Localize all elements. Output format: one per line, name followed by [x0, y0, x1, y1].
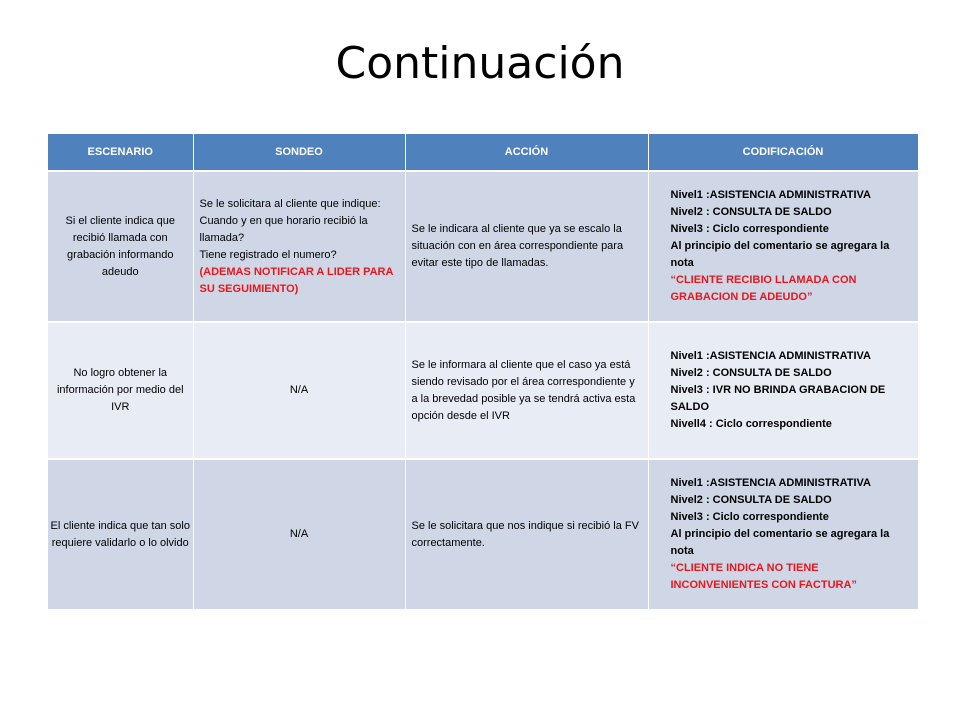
codificacion-line: Nivell4 : Ciclo correspondiente	[670, 418, 832, 430]
sondeo-line: Se le solicitara al cliente que indique:	[199, 197, 381, 210]
codificacion-line: Nivel1 :ASISTENCIA ADMINISTRATIVA	[670, 189, 871, 201]
codificacion-line: Al principio del comentario se agregara la nota	[670, 240, 890, 269]
codificacion-line: Nivel2 : CONSULTA DE SALDO	[670, 206, 832, 218]
header-sondeo: SONDEO	[193, 134, 405, 171]
codificacion-line: Nivel2 : CONSULTA DE SALDO	[670, 367, 832, 379]
codificacion-line: Nivel3 : Ciclo correspondiente	[670, 223, 829, 235]
codificacion-line: Nivel2 : CONSULTA DE SALDO	[670, 494, 832, 506]
codificacion-cell	[648, 322, 918, 459]
codificacion-cell	[648, 171, 918, 322]
codificacion-line: Nivel3 : Ciclo correspondiente	[670, 511, 829, 523]
codificacion-line: Nivel1 :ASISTENCIA ADMINISTRATIVA	[670, 477, 871, 489]
sondeo-line: Cuando y en que horario recibió la llamada?	[199, 214, 368, 244]
header-accion: ACCIÓN	[405, 134, 648, 171]
accion-cell: Se le indicara al cliente que ya se escalo la situación con en área correspondiente para evitar este tipo de llamadas.	[405, 171, 648, 322]
codificacion-note: “CLIENTE RECIBIO LLAMADA CON GRABACION DE ADEUDO”	[670, 274, 857, 303]
codificacion-line: Nivel3 : IVR NO BRINDA GRABACION DE SALDO	[670, 384, 886, 413]
escenario-cell: No logro obtener la información por medio del IVR	[48, 322, 193, 459]
escenario-cell: El cliente indica que tan solo requiere validarlo o lo olvido	[48, 459, 193, 609]
scenario-table	[48, 134, 919, 609]
header-codificacion: CODIFICACIÓN	[648, 134, 918, 171]
accion-cell: Se le informara al cliente que el caso ya está siendo revisado por el área correspondiente y a la brevedad posible ya se tendrá activa esta opción desde el IVR	[405, 322, 648, 459]
sondeo-cell: N/A	[193, 322, 405, 459]
sondeo-cell	[193, 171, 405, 322]
codificacion-line: Al principio del comentario se agregara la nota	[670, 528, 890, 557]
table-row	[48, 322, 918, 459]
sondeo-note: (ADEMAS NOTIFICAR A LIDER PARA SU SEGUIMIENTO)	[199, 265, 394, 295]
table-header-row	[48, 134, 918, 171]
slide-title: Continuación	[335, 38, 625, 89]
codificacion-note: “CLIENTE INDICA NO TIENE INCONVENIENTES CON FACTURA”	[670, 562, 857, 591]
escenario-cell: Si el cliente indica que recibió llamada con grabación informando adeudo	[48, 171, 193, 322]
accion-cell: Se le solicitara que nos indique si recibió la FV correctamente.	[405, 459, 648, 609]
table-row	[48, 459, 918, 609]
sondeo-cell: N/A	[193, 459, 405, 609]
codificacion-cell	[648, 459, 918, 609]
header-escenario: ESCENARIO	[48, 134, 193, 171]
table-row	[48, 171, 918, 322]
codificacion-line: Nivel1 :ASISTENCIA ADMINISTRATIVA	[670, 350, 871, 362]
sondeo-line: Tiene registrado el numero?	[199, 248, 337, 261]
